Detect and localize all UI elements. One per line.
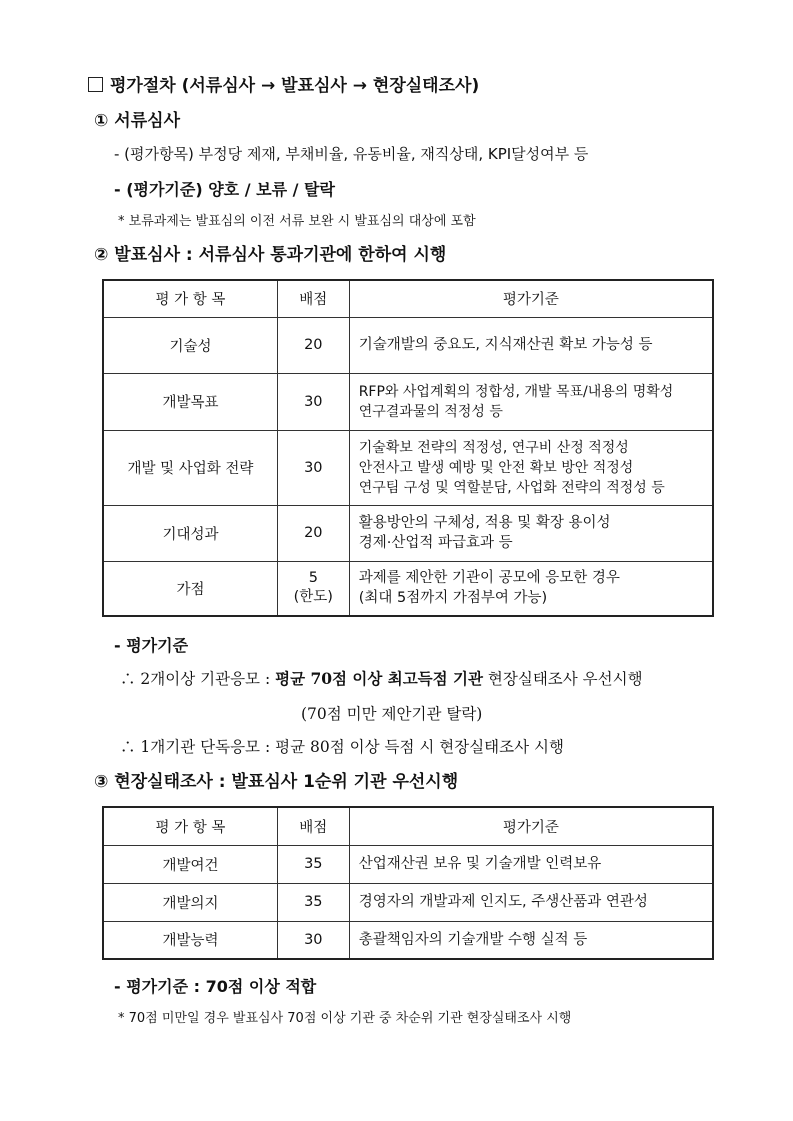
s3-note: * 70점 미만일 경우 발표심사 70점 이상 기관 중 차순위 기관 현장실태조사 시행 [118, 1011, 572, 1026]
table-header-row [103, 280, 713, 317]
row-score: 20 [277, 505, 349, 561]
row-criteria: 활용방안의 구체성, 적용 및 확장 용이성 경제·산업적 파급효과 등 [349, 505, 713, 561]
row-score: 30 [277, 373, 349, 430]
row-score: 30 [277, 921, 349, 959]
row-item: 기대성과 [103, 505, 277, 561]
table-row [103, 561, 713, 616]
row-score: 20 [277, 317, 349, 373]
s2-criteria-heading: - 평가기준 [114, 636, 189, 655]
col-header-score: 배점 [277, 280, 349, 317]
table-header-row [103, 807, 713, 845]
col-header-score: 배점 [277, 807, 349, 845]
row-item: 개발목표 [103, 373, 277, 430]
row-criteria: 총괄책임자의 기술개발 수행 실적 등 [349, 921, 713, 959]
row-criteria: 산업재산권 보유 및 기술개발 인력보유 [349, 845, 713, 883]
row-score: 35 [277, 883, 349, 921]
row-item: 개발여건 [103, 845, 277, 883]
row-item: 가점 [103, 561, 277, 616]
col-header-criteria: 평가기준 [349, 807, 713, 845]
table-row [103, 317, 713, 373]
table-row [103, 845, 713, 883]
s2-rule1: ∴ 2개이상 기관응모 : 평균 70점 이상 최고득점 기관 현장실태조사 우선시행 [120, 669, 643, 688]
row-item: 개발능력 [103, 921, 277, 959]
s2-rule1-line2: (70점 미만 제안기관 탈락) [301, 705, 483, 723]
s1-items-line: - (평가항목) 부정당 제재, 부채비율, 유동비율, 재직상태, KPI달성여부 등 [114, 145, 589, 163]
col-header-criteria: 평가기준 [349, 280, 713, 317]
s3-criteria-line: - 평가기준 : 70점 이상 적합 [114, 977, 317, 996]
s1-heading: ① 서류심사 [94, 111, 180, 131]
col-header-item: 평 가 항 목 [103, 280, 277, 317]
row-criteria: 과제를 제안한 기관이 공모에 응모한 경우 (최대 5점까지 가점부여 가능) [349, 561, 713, 616]
presentation-eval-table [102, 279, 714, 617]
table-row [103, 505, 713, 561]
table-row [103, 883, 713, 921]
table-row [103, 921, 713, 959]
table-row [103, 373, 713, 430]
row-criteria: 기술확보 전략의 적정성, 연구비 산정 적정성 안전사고 발생 예방 및 안전 확보 방안 적정성 연구팀 구성 및 역할분담, 사업화 전략의 적정성 등 [349, 430, 713, 505]
row-criteria: RFP와 사업계획의 정합성, 개발 목표/내용의 명확성 연구결과물의 적정성 등 [349, 373, 713, 430]
s2-rule2: ∴ 1개기관 단독응모 : 평균 80점 이상 득점 시 현장실태조사 시행 [120, 738, 564, 756]
s2-heading: ② 발표심사 : 서류심사 통과기관에 한하여 시행 [94, 245, 447, 265]
row-item: 개발의지 [103, 883, 277, 921]
row-score: 30 [277, 430, 349, 505]
col-header-item: 평 가 항 목 [103, 807, 277, 845]
s1-criteria-line: - (평가기준) 양호 / 보류 / 탈락 [114, 180, 335, 199]
row-criteria: 기술개발의 중요도, 지식재산권 확보 가능성 등 [349, 317, 713, 373]
row-item: 개발 및 사업화 전략 [103, 430, 277, 505]
s1-note: * 보류과제는 발표심의 이전 서류 보완 시 발표심의 대상에 포함 [118, 214, 476, 229]
checkbox-square-icon [88, 77, 103, 92]
row-score: 35 [277, 845, 349, 883]
s3-heading: ③ 현장실태조사 : 발표심사 1순위 기관 우선시행 [94, 772, 459, 792]
section-title: 평가절차 (서류심사 → 발표심사 → 현장실태조사) [88, 71, 479, 96]
site-inspection-table [102, 806, 714, 960]
row-criteria: 경영자의 개발과제 인지도, 주생산품과 연관성 [349, 883, 713, 921]
row-score: 5 (한도) [277, 561, 349, 616]
table-row [103, 430, 713, 505]
row-item: 기술성 [103, 317, 277, 373]
